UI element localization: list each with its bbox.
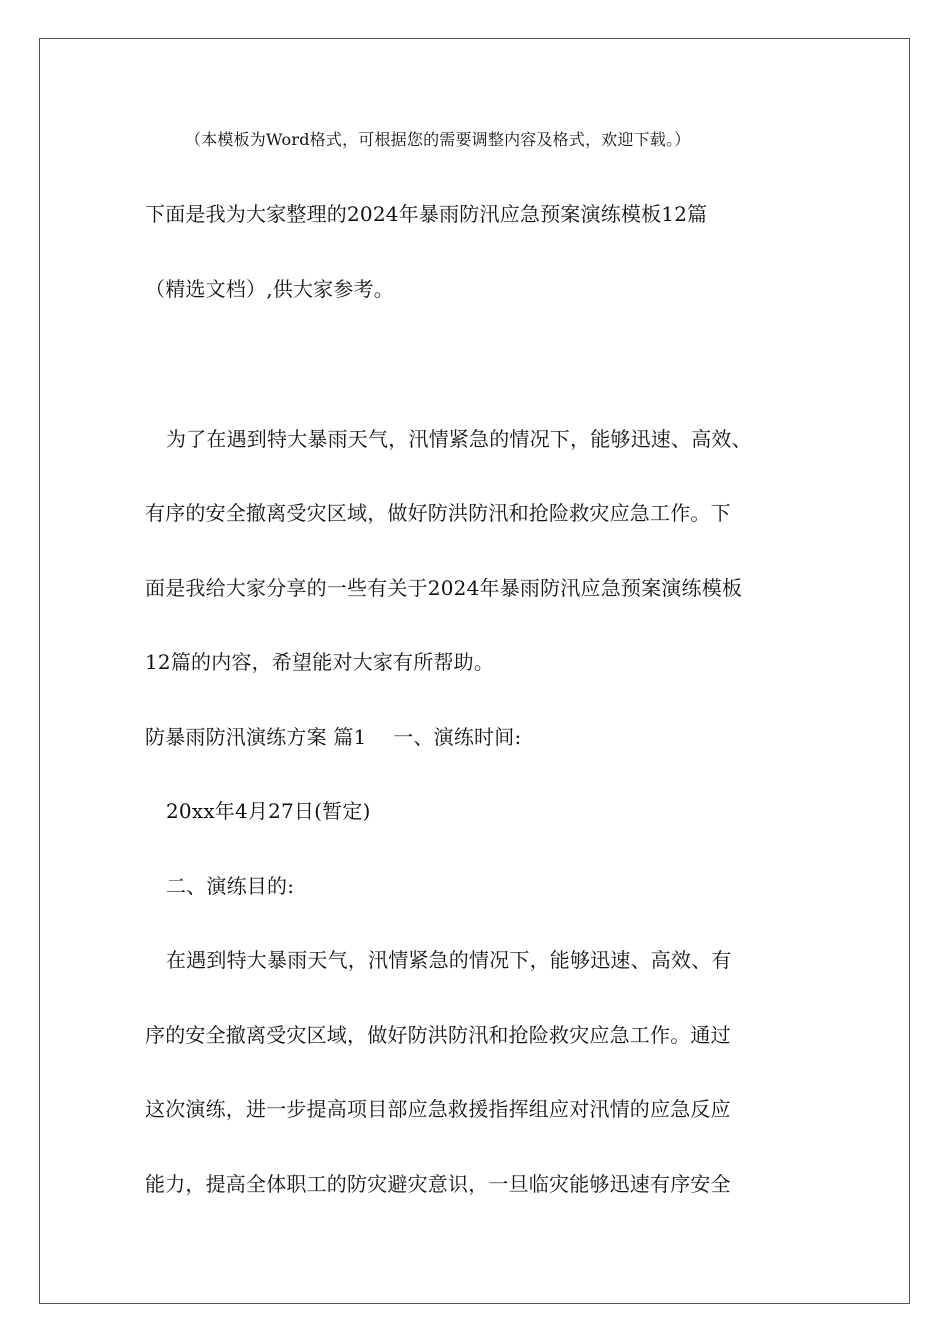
paragraph-line: 为了在遇到特大暴雨天气，汛情紧急的情况下，能够迅速、高效、 [166, 427, 752, 451]
purpose-line: 在遇到特大暴雨天气，汛情紧急的情况下，能够迅速、高效、有 [166, 948, 732, 972]
paragraph-line: 12篇的内容，希望能对大家有所帮助。 [145, 650, 495, 674]
date-line: 20xx年4月27日(暂定) [166, 799, 371, 823]
paragraph-line: 面是我给大家分享的一些有关于2024年暴雨防汛应急预案演练模板 [145, 576, 743, 600]
purpose-line: 序的安全撤离受灾区域，做好防洪防汛和抢险救灾应急工作。通过 [145, 1023, 731, 1047]
purpose-heading: 二、演练目的: [166, 874, 295, 898]
purpose-line: 这次演练，进一步提高项目部应急救援指挥组应对汛情的应急反应 [145, 1097, 731, 1121]
purpose-line: 能力，提高全体职工的防灾避灾意识，一旦临灾能够迅速有序安全 [145, 1172, 731, 1196]
section-heading: 防暴雨防汛演练方案 篇1 一、演练时间: [145, 725, 522, 749]
intro-line: （精选文档）,供大家参考。 [145, 277, 394, 301]
template-note: （本模板为Word格式，可根据您的需要调整内容及格式，欢迎下载。） [185, 130, 691, 149]
paragraph-line: 有序的安全撤离受灾区域，做好防洪防汛和抢险救灾应急工作。下 [145, 501, 731, 525]
intro-line: 下面是我为大家整理的2024年暴雨防汛应急预案演练模板12篇 [145, 202, 708, 226]
